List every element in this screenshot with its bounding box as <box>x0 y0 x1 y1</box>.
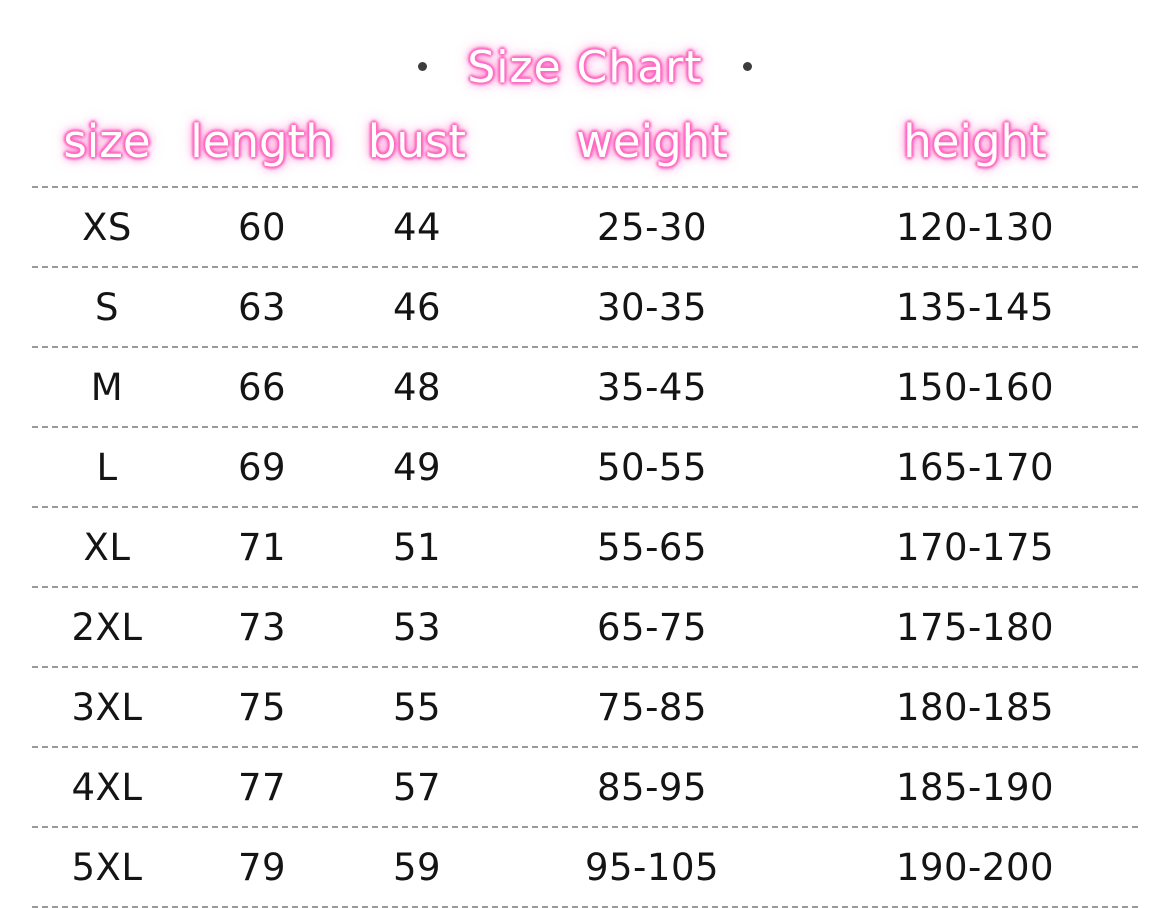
cell-weight: 50-55 <box>596 445 707 489</box>
cell-bust: 48 <box>392 365 442 409</box>
cell-length: 71 <box>237 525 287 569</box>
column-header-height: height <box>903 114 1047 168</box>
cell-size: 5XL <box>71 845 143 889</box>
chart-title-row <box>0 38 1170 98</box>
cell-length: 75 <box>237 685 287 729</box>
table-row <box>32 508 1138 588</box>
cell-bust: 53 <box>392 605 442 649</box>
cell-size: 4XL <box>71 765 143 809</box>
table-row <box>32 186 1138 268</box>
cell-size: L <box>96 445 118 489</box>
table-row <box>32 348 1138 428</box>
cell-height: 185-190 <box>895 765 1055 809</box>
cell-height: 135-145 <box>895 285 1055 329</box>
cell-height: 120-130 <box>895 205 1055 249</box>
cell-height: 165-170 <box>895 445 1055 489</box>
column-header-weight: weight <box>576 114 728 168</box>
cell-weight: 75-85 <box>596 685 707 729</box>
table-row <box>32 828 1138 908</box>
cell-height: 180-185 <box>895 685 1055 729</box>
cell-weight: 35-45 <box>596 365 707 409</box>
cell-length: 60 <box>237 205 287 249</box>
cell-size: M <box>90 365 124 409</box>
cell-size: 2XL <box>71 605 143 649</box>
cell-length: 66 <box>237 365 287 409</box>
cell-bust: 51 <box>392 525 442 569</box>
cell-length: 79 <box>237 845 287 889</box>
cell-height: 175-180 <box>895 605 1055 649</box>
cell-height: 150-160 <box>895 365 1055 409</box>
cell-bust: 55 <box>392 685 442 729</box>
cell-size: 3XL <box>71 685 143 729</box>
cell-weight: 85-95 <box>596 765 707 809</box>
column-header-size: size <box>63 114 151 168</box>
table-row <box>32 668 1138 748</box>
page-title: Size Chart <box>467 42 703 93</box>
cell-bust: 44 <box>392 205 442 249</box>
table-header-row <box>0 104 1170 178</box>
cell-size: XL <box>83 525 131 569</box>
table-row <box>32 428 1138 508</box>
cell-weight: 30-35 <box>596 285 707 329</box>
cell-length: 77 <box>237 765 287 809</box>
cell-weight: 65-75 <box>596 605 707 649</box>
cell-size: XS <box>82 205 132 249</box>
table-row <box>32 748 1138 828</box>
cell-height: 170-175 <box>895 525 1055 569</box>
cell-bust: 46 <box>392 285 442 329</box>
cell-weight: 25-30 <box>596 205 707 249</box>
table-row <box>32 588 1138 668</box>
cell-length: 63 <box>237 285 287 329</box>
cell-length: 73 <box>237 605 287 649</box>
cell-height: 190-200 <box>895 845 1055 889</box>
table-row <box>32 268 1138 348</box>
cell-bust: 49 <box>392 445 442 489</box>
column-header-bust: bust <box>367 114 467 168</box>
bullet-dot-icon <box>418 62 427 71</box>
cell-weight: 95-105 <box>584 845 720 889</box>
bullet-dot-icon <box>743 62 752 71</box>
size-chart-table <box>32 186 1138 908</box>
cell-length: 69 <box>237 445 287 489</box>
column-header-length: length <box>190 114 334 168</box>
cell-bust: 59 <box>392 845 442 889</box>
cell-bust: 57 <box>392 765 442 809</box>
cell-size: S <box>95 285 119 329</box>
cell-weight: 55-65 <box>596 525 707 569</box>
